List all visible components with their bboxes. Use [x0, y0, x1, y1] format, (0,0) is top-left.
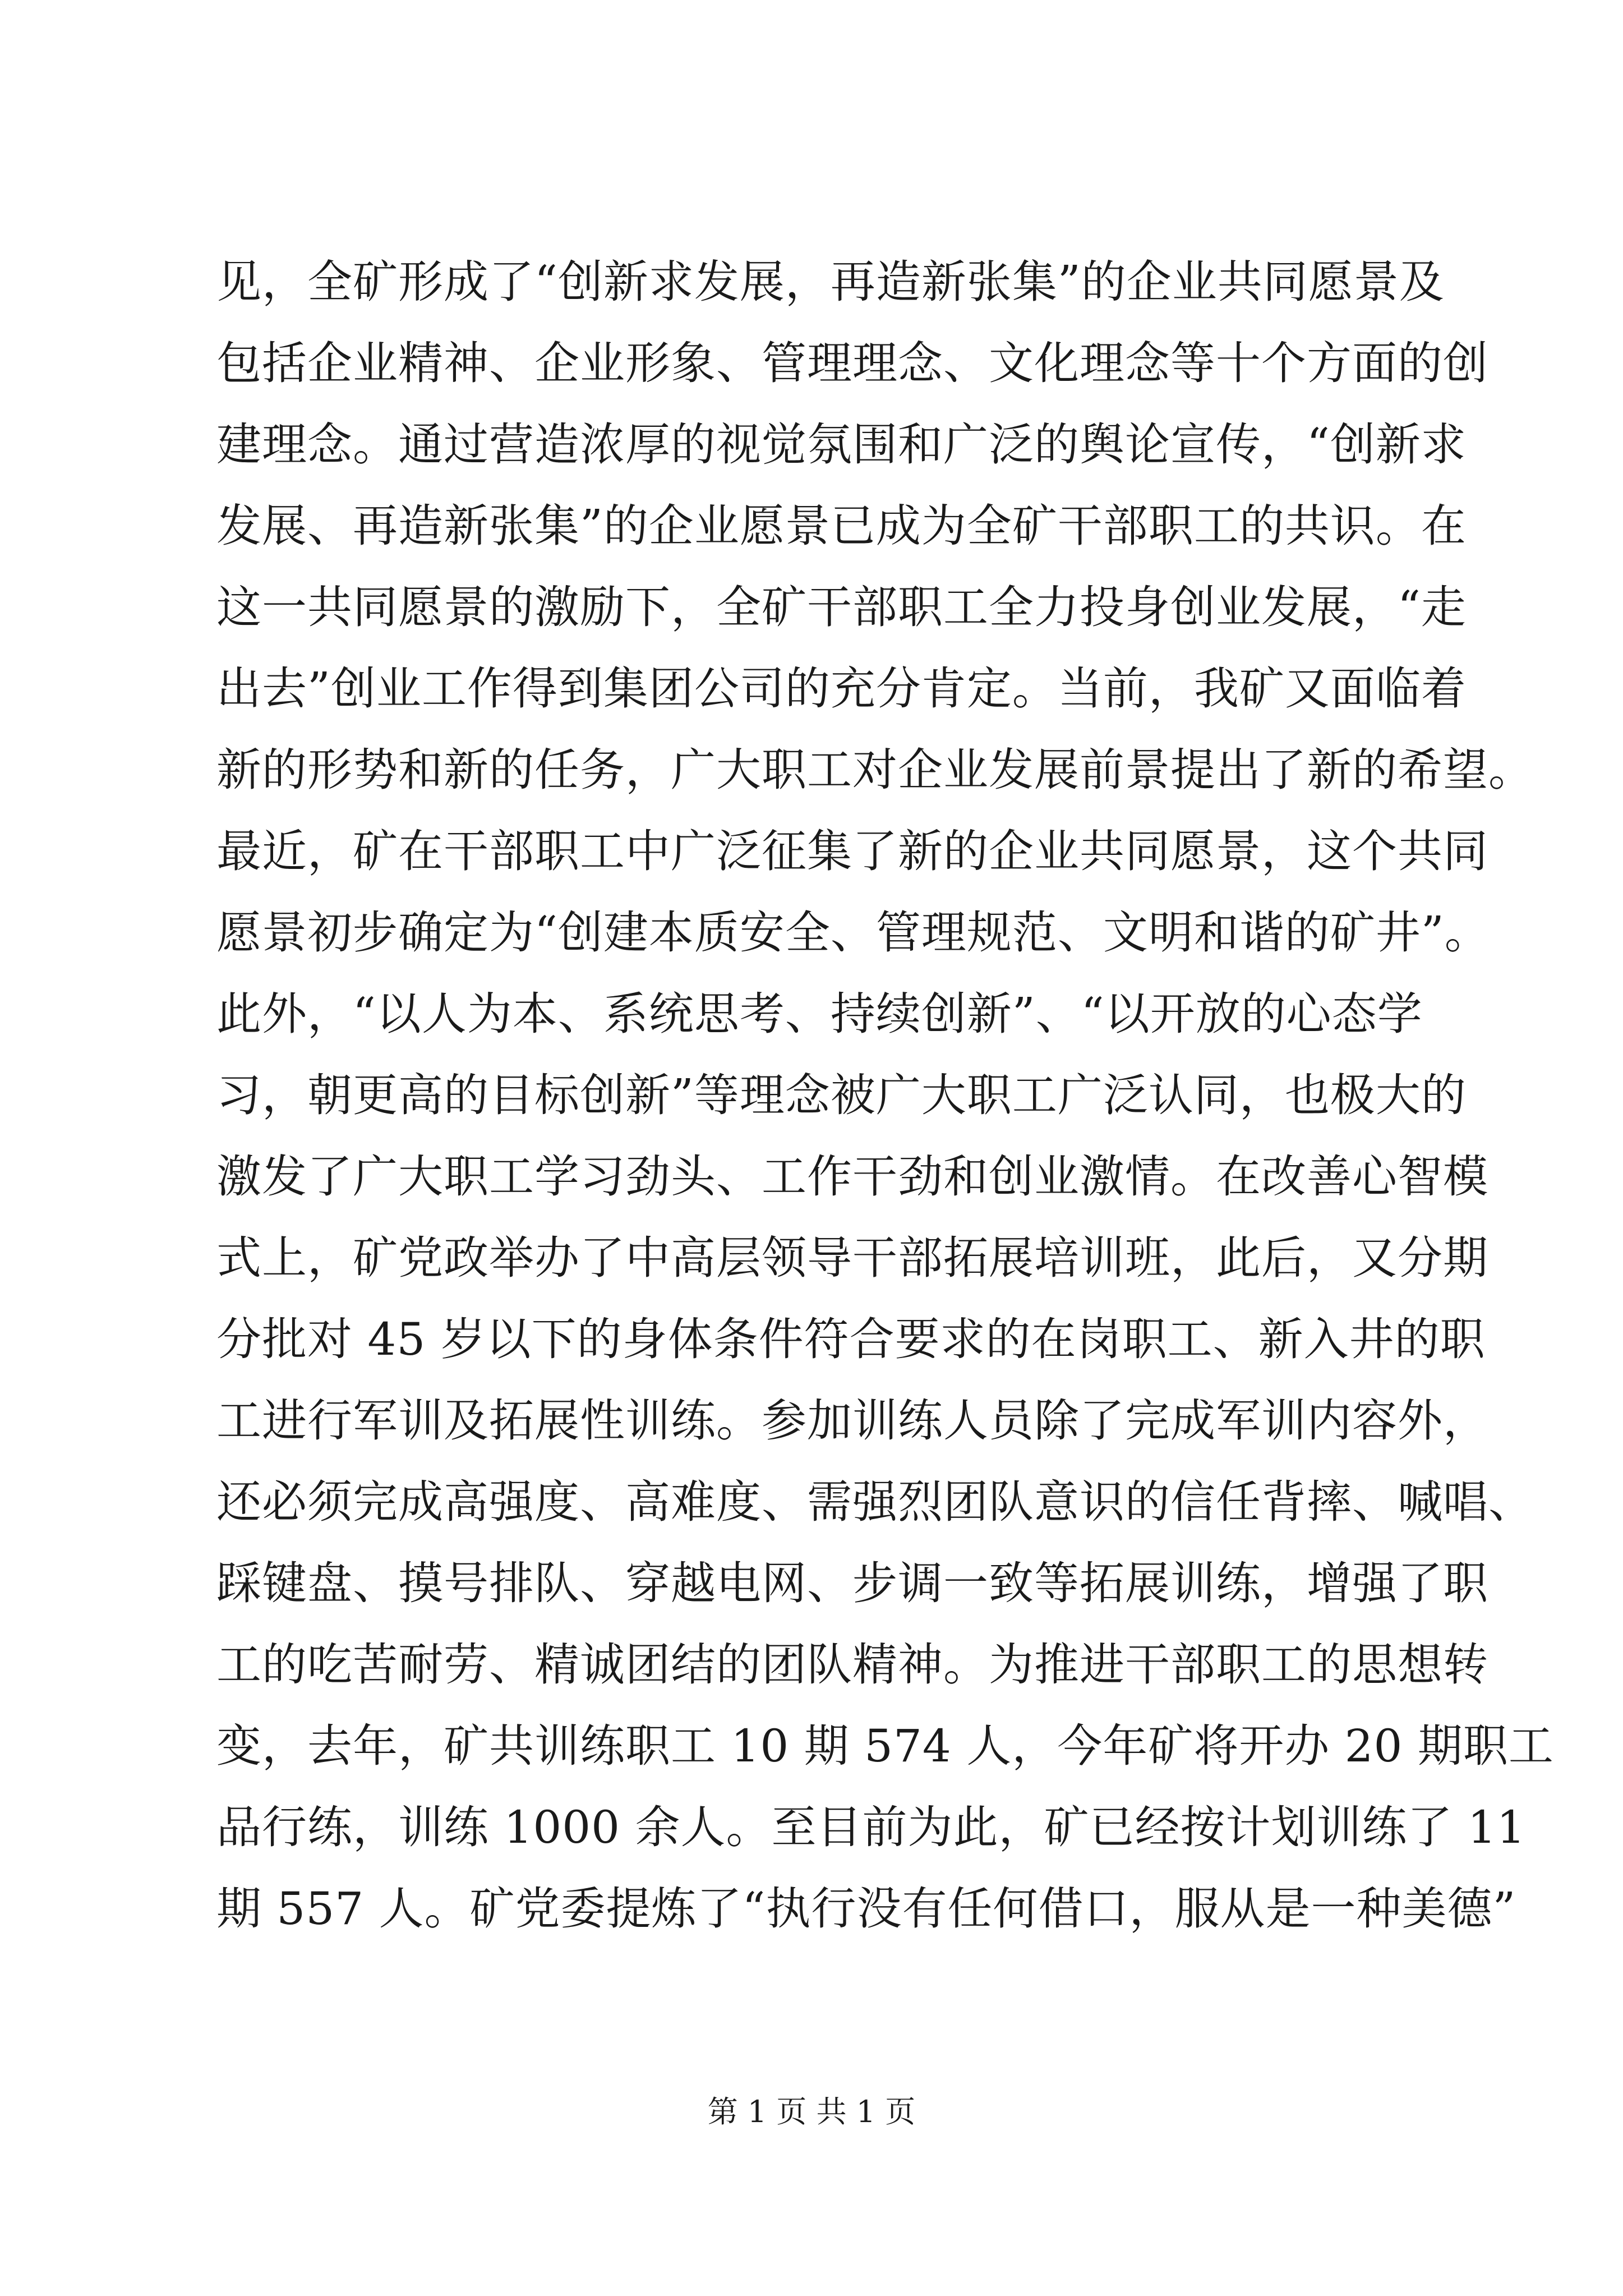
text-line: 还必须完成高强度、高难度、需强烈团队意识的信任背摔、喊唱、 [216, 1476, 1534, 1528]
text-line: 愿景初步确定为“创建本质安全、管理规范、文明和谐的矿井”。 [216, 907, 1490, 959]
text-line: 式上，矿党政举办了中高层领导干部拓展培训班，此后，又分期 [216, 1232, 1488, 1284]
text-line: 新的形势和新的任务，广大职工对企业发展前景提出了新的希望。 [216, 744, 1534, 796]
text-line: 包括企业精神、企业形象、管理理念、文化理念等十个方面的创 [216, 337, 1488, 389]
text-line: 激发了广大职工学习劲头、工作干劲和创业激情。在改善心智模 [216, 1151, 1488, 1203]
page-footer [0, 2092, 1623, 2132]
text-line: 习，朝更高的目标创新”等理念被广大职工广泛认同，也极大的 [216, 1069, 1467, 1121]
text-line: 建理念。通过营造浓厚的视觉氛围和广泛的舆论宣传，“创新求 [216, 418, 1467, 471]
text-line: 见，全矿形成了“创新求发展，再造新张集”的企业共同愿景及 [216, 256, 1445, 308]
text-line: 品行练，训练 1000 余人。至目前为此，矿已经按计划训练了 11 [216, 1801, 1526, 1853]
text-line: 最近，矿在干部职工中广泛征集了新的企业共同愿景，这个共同 [216, 825, 1488, 877]
text-line: 工的吃苦耐劳、精诚团结的团队精神。为推进干部职工的思想转 [216, 1639, 1488, 1691]
body-paragraph [216, 241, 1554, 1949]
text-line: 期 557 人。矿党委提炼了“执行没有任何借口，服从是一种美德” [216, 1883, 1516, 1935]
text-line: 发展、再造新张集”的企业愿景已成为全矿干部职工的共识。在 [216, 500, 1467, 552]
page-number: 第 1 页 共 1 页 [707, 2094, 916, 2129]
text-line: 工进行军训及拓展性训练。参加训练人员除了完成军训内容外， [216, 1395, 1488, 1447]
text-line: 踩键盘、摸号排队、穿越电网、步调一致等拓展训练，增强了职 [216, 1557, 1488, 1609]
text-line: 出去”创业工作得到集团公司的充分肯定。当前，我矿又面临着 [216, 662, 1467, 715]
text-line: 分批对 45 岁以下的身体条件符合要求的在岗职工、新入井的职 [216, 1313, 1486, 1365]
text-line: 这一共同愿景的激励下，全矿干部职工全力投身创业发展，“走 [216, 581, 1467, 633]
text-line: 此外，“以人为本、系统思考、持续创新”、“以开放的心态学 [216, 988, 1423, 1040]
text-line: 变，去年，矿共训练职工 10 期 574 人，今年矿将开办 20 期职工 [216, 1720, 1554, 1772]
